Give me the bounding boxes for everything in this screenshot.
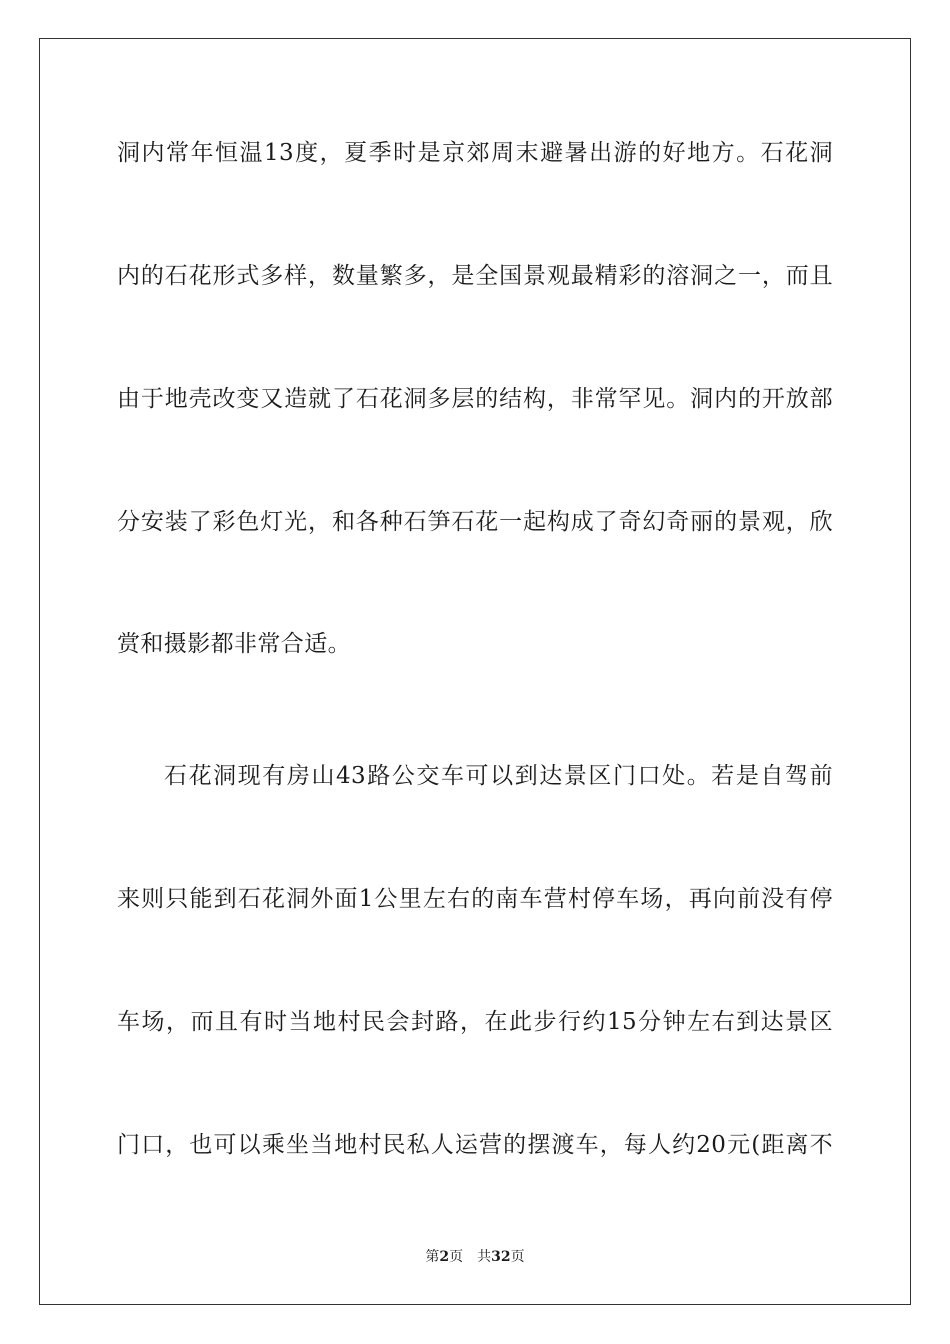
page-total: 32 bbox=[491, 1249, 511, 1265]
total-suffix: 页 bbox=[510, 1249, 525, 1265]
paragraph-line: 内的石花形式多样，数量繁多，是全国景观最精彩的溶洞之一，而且 bbox=[117, 263, 833, 289]
total-prefix: 共 bbox=[477, 1249, 492, 1265]
paragraph-line: 分安装了彩色灯光，和各种石笋石花一起构成了奇幻奇丽的景观，欣 bbox=[117, 509, 833, 535]
paragraph-line: 洞内常年恒温13度，夏季时是京郊周末避暑出游的好地方。石花洞 bbox=[117, 140, 833, 166]
page-prefix: 第 bbox=[425, 1249, 440, 1265]
paragraph-line: 门口，也可以乘坐当地村民私人运营的摆渡车，每人约20元(距离不 bbox=[117, 1132, 833, 1158]
paragraph-line: 石花洞现有房山43路公交车可以到达景区门口处。若是自驾前 bbox=[164, 763, 833, 789]
page-footer bbox=[0, 1248, 950, 1266]
paragraph-line: 来则只能到石花洞外面1公里左右的南车营村停车场，再向前没有停 bbox=[117, 886, 833, 912]
paragraph-line: 由于地壳改变又造就了石花洞多层的结构，非常罕见。洞内的开放部 bbox=[117, 386, 833, 412]
paragraph-line: 赏和摄影都非常合适。 bbox=[117, 631, 351, 657]
page-suffix: 页 bbox=[449, 1249, 464, 1265]
paragraph-line: 车场，而且有时当地村民会封路，在此步行约15分钟左右到达景区 bbox=[117, 1009, 833, 1035]
page-border bbox=[39, 38, 911, 1305]
page-current: 2 bbox=[439, 1249, 450, 1265]
